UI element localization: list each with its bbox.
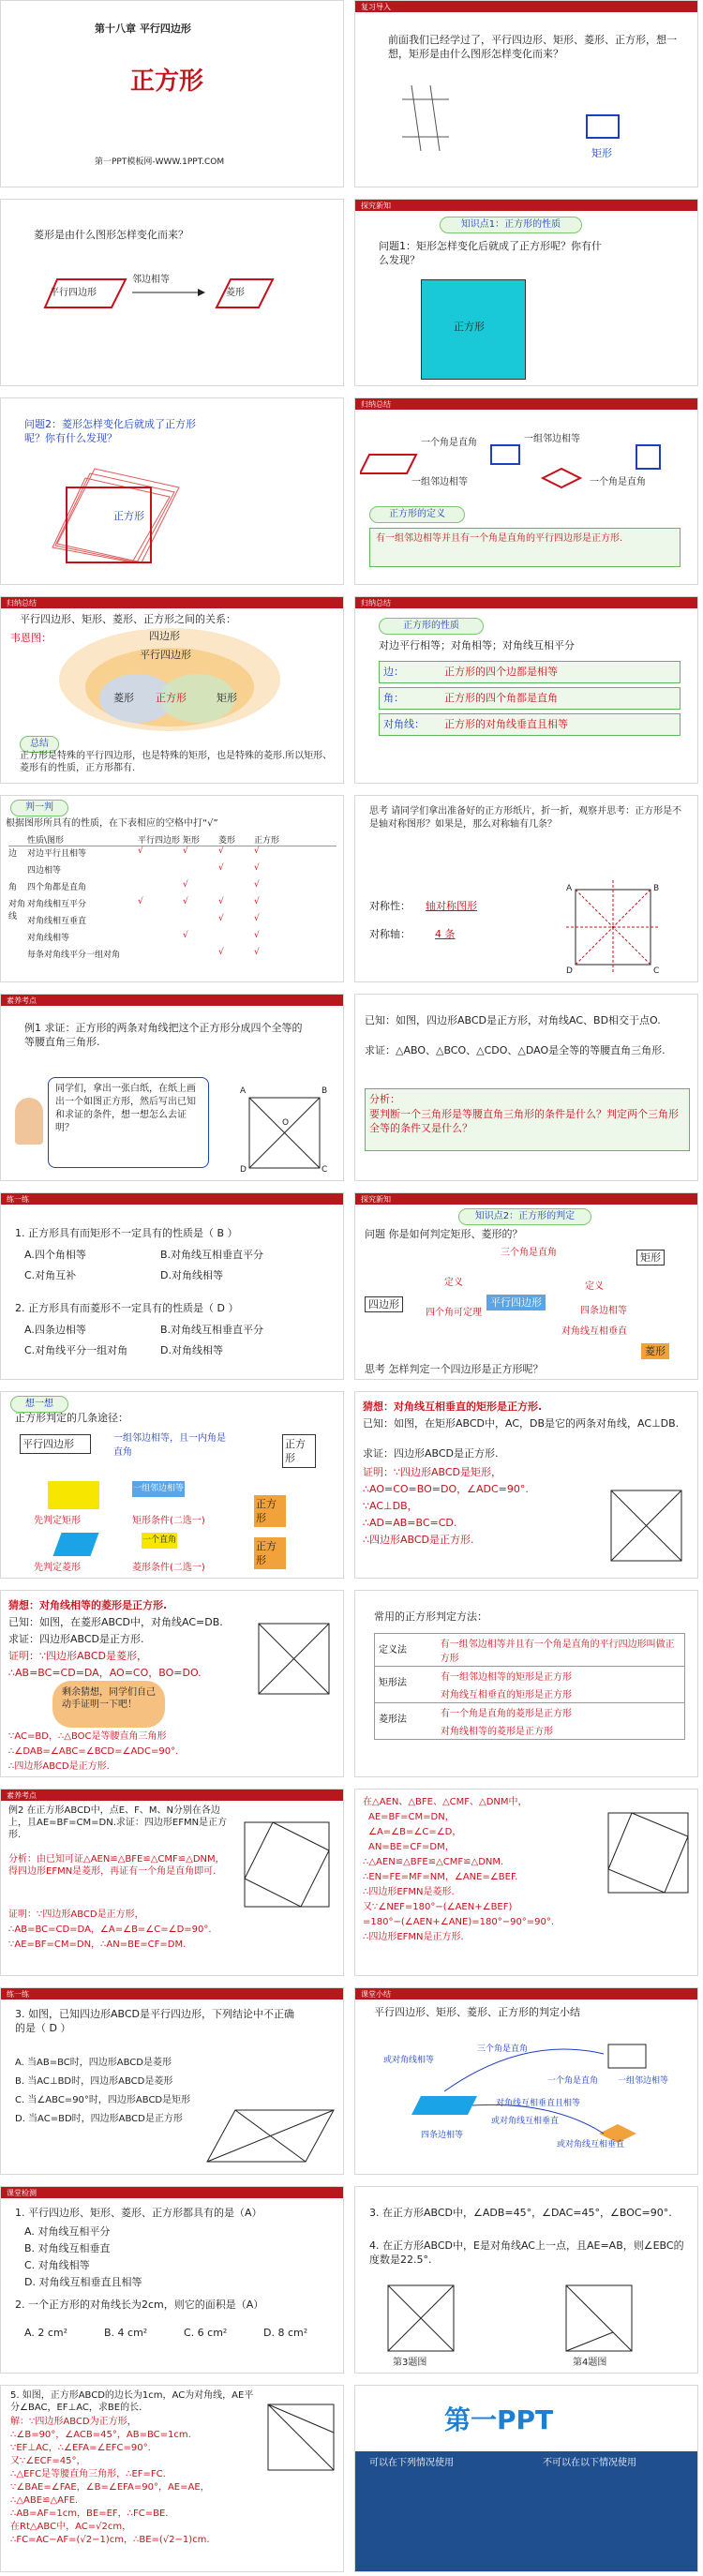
notuse-label: 不可以在以下情况使用 bbox=[543, 2458, 636, 2468]
cond-b: 一组邻边相等 bbox=[524, 434, 580, 444]
n-i: 菱形条件(二选一) bbox=[132, 1563, 205, 1573]
bubble-text: 剩余猜想，同学们自己动手证明一下吧！ bbox=[62, 1687, 156, 1710]
proof-4: ∴∠DAB=∠ABC=∠BCD=∠ADC=90°. bbox=[8, 1746, 179, 1757]
question: 问题2：菱形怎样变化后就成了正方形呢？你有什么发现？ bbox=[24, 418, 196, 444]
q1-d: D. 对角线互相垂直且相等 bbox=[24, 2276, 142, 2288]
header-bar bbox=[355, 1988, 697, 1999]
slide-practice1 bbox=[0, 1192, 344, 1380]
n-d: 菱形 bbox=[641, 1343, 669, 1359]
proof-5: ∴四边形ABCD是正方形. bbox=[8, 1761, 110, 1772]
square-diagonals bbox=[240, 1088, 334, 1173]
header-bar bbox=[355, 200, 697, 211]
cap4: 第4题图 bbox=[573, 2358, 607, 2368]
tick: √ bbox=[254, 846, 260, 856]
pt-c: C bbox=[653, 966, 660, 976]
r2b: 对角线互相垂直的矩形是正方形 bbox=[441, 1690, 572, 1700]
title: 平行四边形、矩形、菱形、正方形之间的关系： bbox=[20, 613, 236, 625]
l-h: ∴AB=AF=1cm，BE=EF，∴FC=BE. bbox=[10, 2509, 169, 2519]
proof-2: ∴AB=BC=CD=DA，∠A=∠B=∠C=∠D=90°. bbox=[8, 1925, 212, 1935]
l-a: 解：∵四边形ABCD为正方形， bbox=[10, 2417, 137, 2427]
q1-b: B.对角线互相垂直平分 bbox=[160, 1249, 264, 1261]
tag: 探究新知 bbox=[361, 1195, 391, 1204]
n-a: 四边形 bbox=[365, 1296, 403, 1312]
n-j2: 正方形 bbox=[254, 1537, 286, 1569]
pt-b: B bbox=[653, 884, 660, 893]
tick: √ bbox=[254, 931, 260, 940]
tick: √ bbox=[254, 914, 260, 923]
given: 已知：如图，四边形ABCD是正方形，对角线AC、BD相交于点O. bbox=[365, 1014, 661, 1026]
cond-d: 一个角是直角 bbox=[590, 477, 646, 487]
proof-1: 证明：∵四边形ABCD是菱形， bbox=[8, 1650, 148, 1662]
n-a: 平行四边形 bbox=[20, 1434, 91, 1454]
slide-rhombus bbox=[0, 199, 344, 386]
o4: 正方形 bbox=[156, 692, 187, 704]
rectangle-shape bbox=[585, 113, 622, 142]
tick: √ bbox=[218, 948, 224, 957]
r2a: 有一组邻边相等的矩形是正方形 bbox=[441, 1672, 572, 1683]
slide-rhombus-to-square bbox=[0, 397, 344, 585]
slide-practice2 bbox=[0, 1987, 344, 2175]
definition-title: 正方形的定义 bbox=[369, 506, 465, 523]
proof-2: ∴AB=BC=CD=DA，AO=CO，BO=DO. bbox=[8, 1667, 202, 1679]
knowledge-point: 知识点2：正方形的判定 bbox=[458, 1208, 591, 1225]
label-rhombus: 菱形 bbox=[226, 288, 245, 298]
o3: 菱形 bbox=[113, 692, 134, 704]
h2: 矩形 bbox=[183, 836, 201, 846]
question: 菱形是由什么图形怎样变化而来？ bbox=[34, 229, 188, 241]
l-g: ∴△ABE≌△AFE. bbox=[10, 2495, 79, 2506]
knowledge-title: 正方形的性质 bbox=[379, 618, 484, 635]
n-j: 对角线互相垂直 bbox=[561, 1326, 627, 1337]
slide-title bbox=[0, 0, 344, 187]
square-figure bbox=[254, 1619, 338, 1703]
n-i: 四条边相等 bbox=[580, 1306, 627, 1316]
q1-c: C. 对角线相等 bbox=[24, 2259, 90, 2271]
slide-definition bbox=[354, 397, 698, 585]
v2: 4 条 bbox=[435, 928, 456, 940]
blue-rhombus bbox=[52, 1533, 98, 1556]
l-j: ∴四边形EFMN是正方形. bbox=[363, 1932, 464, 1942]
summary-tag: 总结 bbox=[20, 736, 59, 753]
q2: 2. 一个正方形的对角线长为2cm，则它的面积是（A） bbox=[15, 2299, 264, 2311]
r3b: 对角线相等的菱形是正方形 bbox=[441, 1727, 553, 1737]
table bbox=[374, 1633, 685, 1740]
l-h: 或对角线互相垂直 bbox=[557, 2140, 625, 2149]
question: 例1 求证：正方形的两条对角线把这个正方形分成四个全等的等腰直角三角形. bbox=[24, 1022, 303, 1048]
opt-c: C. 当∠ABC=90°时，四边形ABCD是矩形 bbox=[15, 2095, 191, 2105]
row3: 对角线相互平分 bbox=[27, 900, 87, 909]
tick: √ bbox=[183, 931, 188, 940]
question: 根据图形所具有的性质，在下表相应的空格中打“√” bbox=[6, 818, 218, 829]
parallelogram-figure bbox=[202, 2101, 338, 2171]
l-d: 又∵∠ECF=45°， bbox=[10, 2456, 86, 2466]
prove: 求证：△ABO、△BCO、△CDO、△DAO是全等的等腰直角三角形. bbox=[365, 1044, 666, 1056]
proof-3: ∵AC=BD，∴△BOC是等腰直角三角形 bbox=[8, 1731, 167, 1742]
cond-c: 一组邻边相等 bbox=[411, 477, 468, 487]
q2-d: D.对角线相等 bbox=[160, 1344, 223, 1356]
tag: 课堂小结 bbox=[361, 1990, 391, 1999]
square-figure bbox=[263, 2400, 338, 2475]
n-b: 平行四边形 bbox=[486, 1295, 546, 1310]
r1b: 正方形的四个边都是相等 bbox=[444, 666, 558, 678]
o2: 平行四边形 bbox=[140, 649, 191, 661]
r2a: 角： bbox=[383, 692, 404, 704]
header-bar bbox=[1, 995, 343, 1006]
slide-test3 bbox=[0, 2385, 344, 2572]
line: 对边平行相等；对角相等；对角线互相平分 bbox=[379, 639, 575, 651]
h4: 正方形 bbox=[254, 836, 280, 846]
q1-c: C.对角互补 bbox=[24, 1269, 77, 1281]
l-c: ∠A=∠B=∠C=∠D， bbox=[368, 1827, 462, 1837]
section-title: 想一想 bbox=[10, 1396, 68, 1413]
tag: 素养考点 bbox=[7, 1791, 37, 1800]
tick: √ bbox=[138, 897, 143, 906]
h1: 平行四边形 bbox=[138, 836, 181, 846]
bubble-text: 同学们，拿出一张白纸，在纸上画出一个如图正方形，然后写出已知和求证的条件，想一想怎么去证明？ bbox=[55, 1084, 196, 1133]
guess: 猜想：对角线相等的菱形是正方形. bbox=[8, 1599, 168, 1611]
tag: 探究新知 bbox=[361, 202, 391, 210]
slide-review bbox=[354, 0, 698, 187]
slide-square-property bbox=[354, 199, 698, 386]
tick: √ bbox=[218, 897, 224, 906]
cap3: 第3题图 bbox=[393, 2358, 427, 2368]
tick: √ bbox=[183, 880, 188, 890]
l-b: 一组邻边相等 bbox=[618, 2076, 669, 2086]
venn-label: 韦恩图： bbox=[10, 632, 52, 644]
opt-b: B. 当AC⊥BD时，四边形ABCD是菱形 bbox=[15, 2076, 173, 2087]
slide-guess1 bbox=[354, 1391, 698, 1579]
l-a: 三个角是直角 bbox=[477, 2044, 529, 2054]
header-bar bbox=[355, 1, 697, 12]
l-f: ∴EN=FE=MF=NM，∠ANE=∠BEF. bbox=[363, 1872, 518, 1882]
page-title: 正方形 bbox=[130, 67, 204, 96]
pt-d: D bbox=[566, 966, 573, 976]
avatar bbox=[15, 1098, 43, 1145]
r2b: 正方形的四个角都是直角 bbox=[444, 692, 558, 704]
tag: 课堂检测 bbox=[7, 2189, 37, 2197]
slide-paths bbox=[0, 1391, 344, 1579]
square-figure bbox=[606, 1486, 691, 1570]
knowledge-point: 知识点1：正方形的性质 bbox=[440, 217, 582, 233]
guess: 猜想：对角线互相垂直的矩形是正方形. bbox=[363, 1400, 543, 1413]
tag: 归纳总结 bbox=[7, 599, 37, 607]
row0: 对边平行且相等 bbox=[27, 849, 87, 859]
l-e: ∴△AEN≌△BFE≌△CMF≌△DNM. bbox=[363, 1857, 504, 1867]
q1-b: B. 对角线互相垂直 bbox=[24, 2242, 111, 2254]
q2-b: B.对角线互相垂直平分 bbox=[160, 1324, 264, 1336]
q1-a: A. 对角线互相平分 bbox=[24, 2225, 111, 2238]
slide-judgement bbox=[354, 1192, 698, 1380]
slide-example2 bbox=[0, 1789, 344, 1976]
question: 3. 如图，已知四边形ABCD是平行四边形，下列结论中不正确的是（ D ） bbox=[15, 2008, 295, 2034]
q1: 1. 正方形具有而矩形不一定具有的性质是（ B ） bbox=[15, 1227, 238, 1239]
q1-a: A.四个角相等 bbox=[24, 1249, 86, 1261]
n-e: 先判定矩形 bbox=[34, 1516, 81, 1526]
question: 问题 你是如何判定矩形、菱形的？ bbox=[365, 1228, 523, 1240]
slide-symmetry bbox=[354, 795, 698, 982]
slide-test1 bbox=[0, 2186, 344, 2374]
label-condition: 邻边相等 bbox=[132, 275, 170, 285]
label: 正方形 bbox=[113, 510, 144, 522]
tick: √ bbox=[183, 846, 188, 856]
r3a: 有一个角是直角的菱形是正方形 bbox=[441, 1709, 572, 1719]
q1-d: D.对角线相等 bbox=[160, 1269, 223, 1281]
tick: √ bbox=[183, 897, 188, 906]
row4: 对角线相互垂直 bbox=[27, 917, 87, 926]
opt-a: A. 当AB=BC时，四边形ABCD是菱形 bbox=[15, 2058, 172, 2068]
given: 已知：如图，在矩形ABCD中，AC，DB是它的两条对角线，AC⊥DB. bbox=[363, 1417, 680, 1430]
slide-proof1 bbox=[354, 994, 698, 1181]
question: 正方形判定的几条途径： bbox=[15, 1412, 128, 1424]
subtitle: 第一PPT模板网-WWW.1PPT.COM bbox=[95, 157, 225, 167]
tick: √ bbox=[218, 863, 224, 873]
n-c: 正方形 bbox=[282, 1434, 316, 1468]
row1: 四边相等 bbox=[27, 866, 62, 876]
analysis-text: 要判断一个三角形是等腰直角三角形的条件是什么？判定两个三角形全等的条件又是什么？ bbox=[369, 1108, 679, 1134]
frame-illustration bbox=[393, 81, 458, 156]
slide-example1 bbox=[0, 994, 344, 1181]
n-d: 一组邻边相等 bbox=[132, 1481, 185, 1497]
summary-text: 正方形是特殊的平行四边形，也是特殊的矩形，也是特殊的菱形.所以矩形、菱形有的性质，正方形都有. bbox=[20, 751, 333, 773]
analysis: 分析：由已知可证△AEN≌△BFE≌△CMF≌△DNM，得四边形EFMN是菱形，再证有一个角是直角即可. bbox=[8, 1854, 225, 1877]
tag: 复习导入 bbox=[361, 3, 391, 11]
slide-guess2 bbox=[0, 1590, 344, 1777]
g2: 角 bbox=[8, 883, 18, 892]
proof-1: 证明：∵四边形ABCD是矩形， bbox=[363, 1466, 502, 1478]
pt-a: A bbox=[240, 1086, 247, 1096]
r1t: 有一组邻边相等并且有一个角是直角的平行四边形叫做正方形 bbox=[440, 1640, 675, 1664]
n-j: 正方形 bbox=[254, 1495, 286, 1527]
g1: 边 bbox=[8, 849, 18, 859]
l-g: 或对角线互相垂直 bbox=[491, 2117, 560, 2126]
header-bar bbox=[1, 1193, 343, 1205]
v1: 轴对称图形 bbox=[426, 900, 477, 912]
proof-3: ∵AE=BF=CM=DN，∴AN=BE=CF=DM. bbox=[8, 1939, 187, 1950]
l-d: 四条边相等 bbox=[421, 2131, 464, 2140]
l-i: =180°−(∠AEN+∠ANE)=180°−90°=90°. bbox=[363, 1917, 555, 1927]
l-e: 对角线互相垂直且相等 bbox=[496, 2099, 581, 2108]
slide-summary bbox=[354, 1987, 698, 2175]
tick: √ bbox=[254, 880, 260, 890]
r1a: 边： bbox=[383, 666, 404, 678]
tag: 归纳总结 bbox=[361, 400, 391, 409]
pt-b: B bbox=[322, 1086, 328, 1096]
l1: 对称性： bbox=[369, 900, 411, 912]
title: 常用的正方形判定方法： bbox=[374, 1610, 487, 1623]
l-h: 又∵∠NEF=180°−(∠AEN+∠BEF) bbox=[363, 1902, 513, 1912]
n-e: 三个角是直角 bbox=[501, 1248, 557, 1258]
proof-2: ∴AO=CO=BO=DO，∠ADC=90°. bbox=[363, 1483, 529, 1495]
q2: 2. 正方形具有而菱形不一定具有的性质是（ D ） bbox=[15, 1302, 239, 1314]
table bbox=[8, 833, 337, 965]
h0: 性质\图形 bbox=[27, 836, 65, 846]
l-c: ∵EF⊥AC，∴∠EFA=∠EFC=90°. bbox=[10, 2443, 151, 2453]
q1: 1. 平行四边形、矩形、菱形、正方形都具有的是（A） bbox=[15, 2207, 262, 2219]
q4: 4. 在正方形ABCD中，E是对角线AC上一点，且AE=AB，则∠EBC的度数是22.5°. bbox=[369, 2239, 684, 2266]
l-i: 在Rt△ABC中，AC=√2cm， bbox=[10, 2522, 132, 2532]
q2-d: D. 8 cm² bbox=[263, 2327, 308, 2339]
cond-a: 一个角是直角 bbox=[421, 438, 477, 448]
q2-b: B. 4 cm² bbox=[104, 2327, 148, 2339]
tag: 归纳总结 bbox=[361, 599, 391, 607]
n-b: 一组邻边相等，且一内角是直角 bbox=[113, 1433, 226, 1458]
q2-a: A. 2 cm² bbox=[24, 2327, 67, 2339]
tick: √ bbox=[254, 863, 260, 873]
header-bar bbox=[1, 1988, 343, 1999]
question: 5. 如图，正方形ABCD的边长为1cm，AC为对角线，AE平分∠BAC，EF⊥AC，求BE的长. bbox=[10, 2390, 254, 2413]
h3: 菱形 bbox=[218, 836, 236, 846]
text: 前面我们已经学过了，平行四边形、矩形、菱形、正方形，想一想，矩形是由什么图形怎样变化而来？ bbox=[388, 34, 677, 60]
n-g: 一个直角 bbox=[142, 1533, 177, 1549]
row6: 每条对角线平分一组对角 bbox=[27, 951, 121, 960]
l-b: ∴∠B=90°，∠ACB=45°，AB=BC=1cm. bbox=[10, 2430, 191, 2440]
r3b: 正方形的对角线垂直且相等 bbox=[444, 718, 568, 730]
analysis-title: 分析： bbox=[369, 1093, 400, 1105]
think: 思考 怎样判定一个四边形是正方形呢？ bbox=[365, 1363, 544, 1375]
definition-text: 有一组邻边相等并且有一个角是直角的平行四边形是正方形. bbox=[376, 533, 623, 544]
row2: 四个角都是直角 bbox=[27, 883, 87, 892]
header-bar bbox=[1, 1790, 343, 1801]
r3: 菱形法 bbox=[379, 1715, 407, 1725]
square-efmn bbox=[240, 1818, 338, 1916]
l-g: ∴四边形EFMN是菱形. bbox=[363, 1887, 455, 1897]
slide-judge-table bbox=[0, 795, 344, 982]
opt-d: D. 当AC=BD时，四边形ABCD是正方形 bbox=[15, 2114, 183, 2124]
n-c: 矩形 bbox=[636, 1250, 665, 1266]
n-h: 定义 bbox=[585, 1281, 604, 1292]
l-j: ∴FC=AC−AF=(√2−1)cm，∴BE=(√2−1)cm. bbox=[10, 2535, 210, 2545]
prove: 求证：四边形ABCD是正方形. bbox=[363, 1447, 499, 1460]
tick: √ bbox=[218, 846, 224, 856]
header-bar bbox=[355, 1193, 697, 1205]
l-d: AN=BE=CF=DM， bbox=[368, 1842, 455, 1852]
use-label: 可以在下列情况使用 bbox=[369, 2458, 454, 2468]
l-a: 在△AEN、△BFE、△CMF、△DNM中， bbox=[363, 1797, 528, 1807]
fig4 bbox=[561, 2281, 636, 2356]
square-axes bbox=[557, 880, 679, 974]
tick: √ bbox=[254, 897, 260, 906]
g3: 对角线 bbox=[8, 900, 26, 921]
header-bar bbox=[1, 2187, 343, 2198]
rhombus bbox=[212, 275, 277, 312]
square-efmn bbox=[604, 1808, 693, 1897]
slide-properties bbox=[354, 596, 698, 784]
question: 例2 在正方形ABCD中，点E、F、M、N分别在各边上，且AE=BF=CM=DN.求证：四边形EFMN是正方形. bbox=[8, 1805, 228, 1840]
pt-o: O bbox=[282, 1118, 290, 1128]
pt-a: A bbox=[566, 884, 573, 893]
prove: 求证：四边形ABCD是正方形. bbox=[8, 1633, 144, 1645]
r3a: 对角线： bbox=[383, 718, 425, 730]
n-f: 定义 bbox=[444, 1278, 463, 1288]
row5: 对角线相等 bbox=[27, 934, 70, 943]
pt-c: C bbox=[322, 1165, 328, 1175]
l-b: AE=BF=CM=DN， bbox=[368, 1812, 455, 1822]
slide-methods bbox=[354, 1590, 698, 1777]
slide-ad bbox=[354, 2385, 698, 2572]
chapter: 第十八章 平行四边形 bbox=[95, 22, 191, 35]
arrow bbox=[132, 288, 207, 297]
l-c: 一个角是直角 bbox=[547, 2076, 599, 2086]
proof-5: ∴四边形ABCD是正方形. bbox=[363, 1534, 474, 1546]
pt-d: D bbox=[240, 1165, 247, 1175]
tick: √ bbox=[254, 948, 260, 957]
label-parallelogram: 平行四边形 bbox=[50, 288, 97, 298]
fig3 bbox=[383, 2281, 458, 2356]
proof-4: ∴AD=AB=BC=CD. bbox=[363, 1517, 457, 1529]
header-bar bbox=[1, 597, 343, 608]
proof-1: 证明：∵四边形ABCD是正方形， bbox=[8, 1910, 144, 1920]
question: 思考 请同学们拿出准备好的正方形纸片，折一折，观察并思考：正方形是不是轴对称图形？如果是，那么对称轴有几条？ bbox=[369, 806, 682, 830]
question: 问题1：矩形怎样变化后就成了正方形呢？你有什么发现？ bbox=[379, 240, 602, 266]
tick: √ bbox=[138, 846, 143, 856]
o1: 四边形 bbox=[149, 630, 180, 642]
q2-c: C.对角线平分一组对角 bbox=[24, 1344, 128, 1356]
yellow-rect bbox=[48, 1481, 99, 1509]
tag: 素养考点 bbox=[7, 996, 37, 1005]
n-g: 四个角可定理 bbox=[426, 1308, 482, 1318]
slide-venn bbox=[0, 596, 344, 784]
given: 已知：如图，在菱形ABCD中，对角线AC=DB. bbox=[8, 1616, 223, 1628]
n-h: 先判定菱形 bbox=[34, 1563, 81, 1573]
label: 矩形 bbox=[591, 147, 612, 159]
slide-proof2 bbox=[354, 1789, 698, 1976]
proof-3: ∵AC⊥DB， bbox=[363, 1500, 418, 1512]
label: 正方形 bbox=[454, 321, 485, 333]
section-title: 判一判 bbox=[10, 800, 68, 816]
tag: 练一练 bbox=[7, 1195, 29, 1204]
q2-a: A.四条边相等 bbox=[24, 1324, 86, 1336]
r2: 矩形法 bbox=[379, 1678, 407, 1688]
logo: 第一PPT bbox=[444, 2404, 554, 2435]
title: 平行四边形、矩形、菱形、正方形的判定小结 bbox=[374, 2006, 580, 2018]
q2-c: C. 6 cm² bbox=[184, 2327, 228, 2339]
n-f: 矩形条件(二选一) bbox=[132, 1516, 205, 1526]
l-f: 或对角线相等 bbox=[383, 2056, 435, 2065]
q3: 3. 在正方形ABCD中，∠ADB=45°，∠DAC=45°，∠BOC=90°. bbox=[369, 2207, 672, 2219]
tick: √ bbox=[218, 914, 224, 923]
tag: 练一练 bbox=[7, 1990, 29, 1999]
l-e: ∴△EFC是等腰直角三角形，∴EF=FC. bbox=[10, 2469, 166, 2479]
l-f: ∵∠BAE=∠FAE，∠B=∠EFA=90°，AE=AE， bbox=[10, 2482, 210, 2493]
header-bar bbox=[355, 597, 697, 608]
l2: 对称轴： bbox=[369, 928, 411, 940]
header-bar bbox=[355, 398, 697, 410]
r1: 定义法 bbox=[379, 1645, 407, 1655]
o5: 矩形 bbox=[217, 692, 237, 704]
slide-test2 bbox=[354, 2186, 698, 2374]
